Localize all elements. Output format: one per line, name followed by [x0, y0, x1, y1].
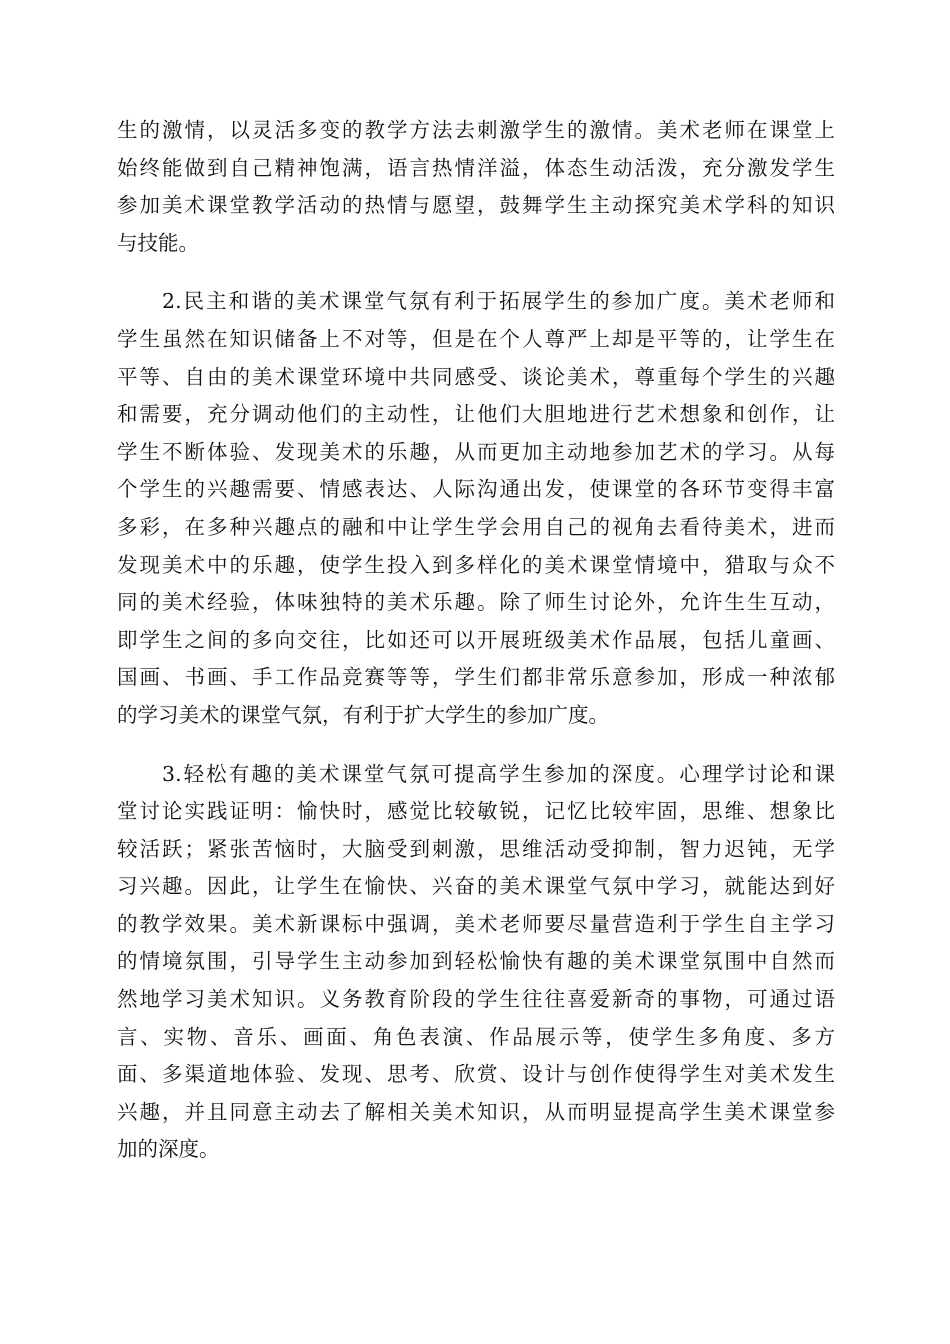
text-line: 平等、自由的美术课堂环境中共同感受、谈论美术，尊重每个学生的兴趣: [117, 364, 835, 389]
text-line: 言、实物、音乐、画面、角色表演、作品展示等，使学生多角度、多方: [117, 1024, 835, 1049]
text-line: 参加美术课堂教学活动的热情与愿望，鼓舞学生主动探究美术学科的知识: [117, 193, 835, 218]
text-line: 兴趣，并且同意主动去了解相关美术知识，从而明显提高学生美术课堂参: [117, 1099, 835, 1124]
text-line: 国画、书画、手工作品竞赛等等，学生们都非常乐意参加，形成一种浓郁: [117, 665, 835, 690]
text-line: 与技能。: [117, 230, 199, 255]
text-line: 同的美术经验，体味独特的美术乐趣。除了师生讨论外，允许生生互动，: [117, 590, 835, 615]
text-line: 和需要，充分调动他们的主动性，让他们大胆地进行艺术想象和创作，让: [117, 402, 835, 427]
text-line: 较活跃；紧张苦恼时，大脑受到刺激，思维活动受抑制，智力迟钝，无学: [117, 836, 835, 861]
paragraph-1: [117, 112, 835, 262]
text-line: 面、多渠道地体验、发现、思考、欣赏、设计与创作使得学生对美术发生: [117, 1062, 835, 1087]
text-line: 生的激情，以灵活多变的教学方法去刺激学生的激情。美术老师在课堂上: [117, 118, 835, 142]
paragraph-spacer: [117, 735, 835, 756]
paragraph-3: [117, 756, 835, 1170]
paragraph-2: [117, 283, 835, 734]
body-text: [117, 112, 835, 1169]
text-line: 发现美术中的乐趣，使学生投入到多样化的美术课堂情境中，猎取与众不: [117, 552, 835, 577]
paragraph-spacer: [117, 262, 835, 283]
text-line: 的学习美术的课堂气氛，有利于扩大学生的参加广度。: [117, 702, 609, 727]
text-line: 即学生之间的多向交往，比如还可以开展班级美术作品展，包括儿童画、: [117, 627, 835, 652]
text-line: 学生虽然在知识储备上不对等，但是在个人尊严上却是平等的，让学生在: [117, 326, 835, 351]
text-line: 2.民主和谐的美术课堂气氛有利于拓展学生的参加广度。美术老师和: [117, 289, 835, 314]
text-line: 的教学效果。美术新课标中强调，美术老师要尽量营造利于学生自主学习: [117, 911, 835, 936]
text-line: 学生不断体验、发现美术的乐趣，从而更加主动地参加艺术的学习。从每: [117, 439, 835, 464]
text-line: 个学生的兴趣需要、情感表达、人际沟通出发，使课堂的各环节变得丰富: [117, 477, 835, 502]
text-line: 习兴趣。因此，让学生在愉快、兴奋的美术课堂气氛中学习，就能达到好: [117, 874, 835, 899]
text-line: 然地学习美术知识。义务教育阶段的学生往往喜爱新奇的事物，可通过语: [117, 987, 835, 1012]
text-line: 3.轻松有趣的美术课堂气氛可提高学生参加的深度。心理学讨论和课: [117, 761, 835, 786]
text-line: 多彩，在多种兴趣点的融和中让学生学会用自己的视角去看待美术，进而: [117, 514, 835, 539]
text-line: 堂讨论实践证明：愉快时，感觉比较敏锐，记忆比较牢固，思维、想象比: [117, 799, 835, 824]
text-line: 始终能做到自己精神饱满，语言热情洋溢，体态生动活泼，充分激发学生: [117, 155, 835, 180]
text-line: 的情境氛围，引导学生主动参加到轻松愉快有趣的美术课堂氛围中自然而: [117, 949, 835, 974]
text-line: 加的深度。: [117, 1137, 220, 1162]
